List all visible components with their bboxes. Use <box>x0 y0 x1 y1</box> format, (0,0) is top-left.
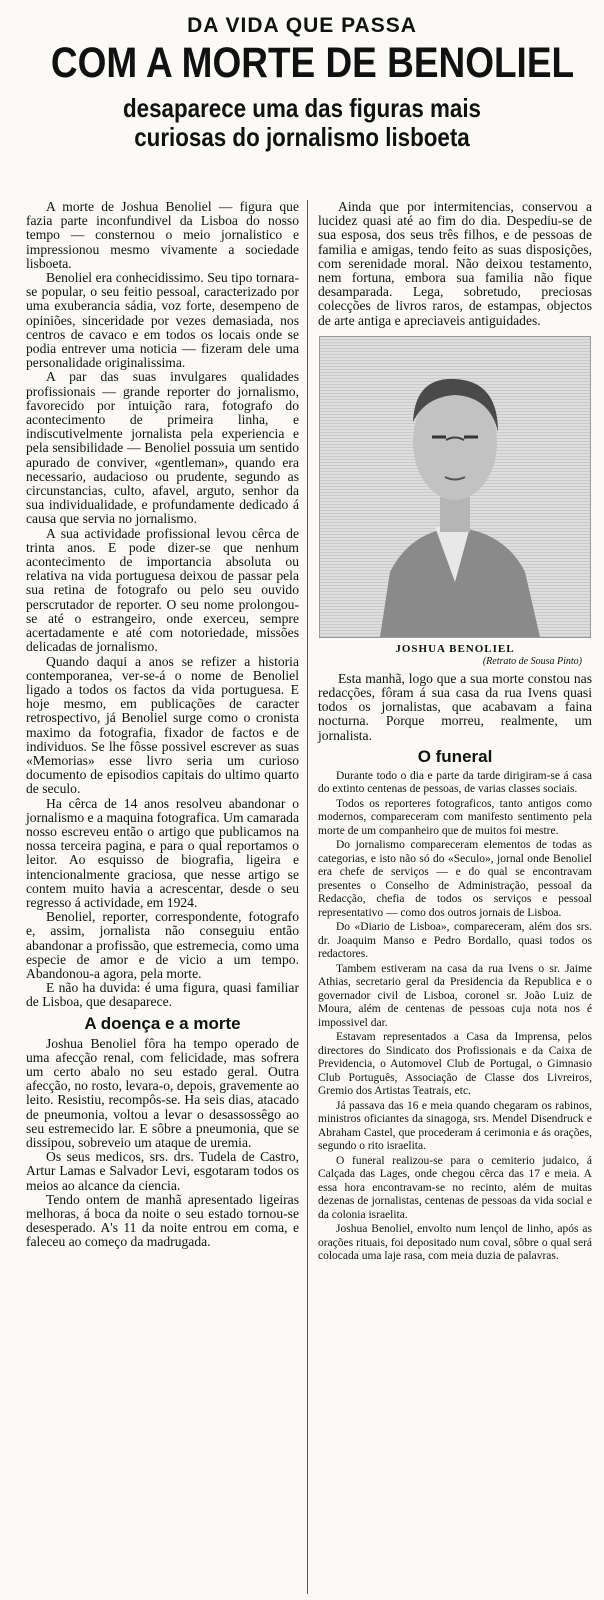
funeral-paragraph: Do «Diario de Lisboa», compareceram, além dos srs. dr. Joaquim Manso e Pedro Bordallo, quasi todos os redactores. <box>318 921 592 961</box>
funeral-paragraph: Tambem estiveram na casa da rua Ivens o sr. Jaime Athias, secretario geral da Presidencia da Republica e o governador civil de Lisboa, coronel sr. João Luiz de Moura, além de centenas de pessoas cuja nota nos é impossivel dar. <box>318 962 592 1029</box>
left-column <box>6 200 308 1594</box>
photo-credit: (Retrato de Sousa Pinto) <box>482 655 582 667</box>
funeral-paragraph: Todos os reporteres fotograficos, tanto antigos como modernos, compareceram com manifesto sentimento pela morte de um companheiro que de muitos foi mestre. <box>318 797 592 837</box>
subheadline-line-2: curiosas do jornalismo lisboeta <box>134 122 470 152</box>
section-title-funeral: O funeral <box>417 746 493 766</box>
portrait-photo <box>319 336 591 638</box>
section-kicker: DA VIDA QUE PASSA <box>187 14 417 37</box>
subheadline-line-1: desaparece uma das figuras mais <box>123 93 481 123</box>
funeral-paragraph: Do jornalismo compareceram elementos de todas as categorias, e isto não só do «Seculo», jornal onde Benoliel era chefe de serviços — e do qual se encontravam presentes o Conselho de Administração, pessoal da Redacção, chefia de todos os serviços e pessoal representativo — como dos outros jornais de Lisboa. <box>318 839 592 919</box>
paragraph: Ainda que por intermitencias, conservou a lucidez quasi até ao fim do dia. Despediu-se de sua esposa, dos seus três filhos, e de pessoas de familia e amigas, tendo feito as suas disposições, com serenidade moral. Não deixou testamento, nem fortuna, embora sua familia não fique desamparada. Lega, sobretudo, preciosas colecções de livros raros, de estampas, objectos de arte antiga e apreciaveis antiguidades. <box>318 199 592 328</box>
funeral-paragraph: Estavam representados a Casa da Imprensa, pelos directores do Sindicato dos Profissionais e da Caixa de Previdencia, o Automovel Club de Portugal, o Gimnasio Club Português, Associação de Classe dos Livreiros, Gremio dos Artistas Teatrais, etc. <box>318 1031 592 1098</box>
funeral-paragraph: Joshua Benoliel, envolto num lençol de linho, após as orações rituais, foi depositado num coval, sôbre o qual será colocada uma laje rasa, com meia duzia de palavras. <box>318 1223 592 1263</box>
photo-caption: JOSHUA BENOLIEL <box>395 642 515 655</box>
funeral-paragraph: O funeral realizou-se para o cemiterio judaico, á Calçada das Lages, onde chegou cêrca das 17 e meia. A essa hora encontravam-se no recinto, além de muitas dezenas de jornalistas, centenas de pessoas da vida social e da colonia israelita. <box>318 1154 592 1221</box>
paragraph: Quando daqui a anos se refizer a historia contemporanea, ver-se-á o nome de Benoliel ligado a todos os factos da vida portuguesa. E hoje mesmo, em publicações de caracter retrospectivo, já Benoliel surge como o cronista maximo da fotografia, fixador de factos e de individuos. Se lhe fôsse possivel escrever as suas «Memorias» esse livro seria um curioso documento de episodios capitais do ultimo quarto de seculo. <box>26 653 299 797</box>
paragraph: Ha cêrca de 14 anos resolveu abandonar o jornalismo e a maquina fotografica. Um camarada nosso escreveu então o artigo que publicamos na nossa terceira pagina, e para o qual reportamos o leitor. Ao esquisso de biografia, ligeira e intencionalmente graciosa, que nesse artigo se contem muito havia a acrescentar, desde o seu regresso á actividade, em 1924. <box>26 795 299 910</box>
portrait-illustration <box>320 337 590 637</box>
paragraph: A sua actividade profissional levou cêrca de trinta anos. E pode dizer-se que nenhum acontecimento de importancia absoluta ou relativa na vida portuguesa deixou de passar pela sua retina de fotografo ou pelo seu ouvido perscrutador de reporter. O seu nome prolongou-se até o estrangeiro, onde exerceu, sempre acertadamente e até com notoriedade, missões delicadas de jornalismo. <box>26 525 299 655</box>
funeral-paragraph: Já passava das 16 e meia quando chegaram os rabinos, ministros oficiantes da sinagoga, srs. Mendel Disendruck e Abraham Castel, que procederam á cerimonia e ás orações, segundo o rito israelita. <box>318 1099 592 1153</box>
paragraph: Tendo ontem de manhã apresentado ligeiras melhoras, á boca da noite o seu estado tornou-se desesperado. A's 11 da noite entrou em coma, e faleceu ao começo da madrugada. <box>26 1191 299 1250</box>
paragraph: Benoliel era conhecidissimo. Seu tipo tornara-se popular, o seu feitio pessoal, caracterizado por uma exuberancia sádia, voz forte, desempeno de opiniões, sinceridade por vezes demasiada, nos centros de cavaco e em todos os locais onde se podia entrever uma noticia — fizeram dele uma personalidade originalissima. <box>26 270 299 371</box>
headline: COM A MORTE DE BENOLIEL <box>50 39 575 87</box>
paragraph: Benoliel, reporter, correspondente, fotografo e, assim, jornalista não conseguiu então abandonar a profissão, que estremecia, como uma especie de amor e de vicio a um tempo. Abandonou-a agora, pela morte. <box>26 909 299 981</box>
paragraph: Os seus medicos, srs. drs. Tudela de Castro, Artur Lamas e Salvador Levi, esgotaram todos os meios ao alcance da ciencia. <box>26 1149 299 1193</box>
article-columns <box>6 200 598 1594</box>
paragraph: A par das suas invulgares qualidades profissionais — grande reporter do jornalismo, favorecido por intuição rara, fotografo do acontecimento de primeira linha, e indiscutivelmente jornalista pela experiencia e pela sensibilidade — Benoliel possuia um sentido apurado de conviver, «gentleman», quando era necessario, audacioso ou prudente, segundo as circunstancias, culto, afavel, arguto, senhor da sua individualidade, e profundamente dedicado á causa que servia no jornalismo. <box>26 369 299 527</box>
paragraph: Joshua Benoliel fôra ha tempo operado de uma afecção renal, com felicidade, mas sofrera um certo abalo no seu estado geral. Outra afecção, no rosto, levara-o, depois, gravemente ao leito. Resistiu, recompôs-se. Ha seis dias, atacado de pneumonia, voltou a levar o desassossêgo ao seu estremecido lar. E sôbre a pneumonia, que se dissipou, sobreveio um ataque de uremia. <box>26 1035 299 1150</box>
section-title-doenca: A doença e a morte <box>84 1013 241 1033</box>
paragraph: Esta manhã, logo que a sua morte constou nas redacções, fôram á sua casa da rua Ivens quasi todos os jornalistas, que acabavam a faina nocturna. Porque morreu, realmente, um jornalista. <box>318 670 592 743</box>
subheadline <box>51 94 553 152</box>
paragraph: E não ha duvida: é uma figura, quasi familiar de Lisboa, que desaparece. <box>26 980 299 1010</box>
right-column <box>308 200 598 1594</box>
paragraph: A morte de Joshua Benoliel — figura que fazia parte inconfundivel da Lisboa do nosso tempo — consternou o meio jornalistico e impressionou mesmo vivamente a sociedade lisboeta. <box>26 199 299 271</box>
funeral-paragraph: Durante todo o dia e parte da tarde dirigiram-se á casa do extinto centenas de pessoas, de varias classes sociais. <box>318 769 592 796</box>
